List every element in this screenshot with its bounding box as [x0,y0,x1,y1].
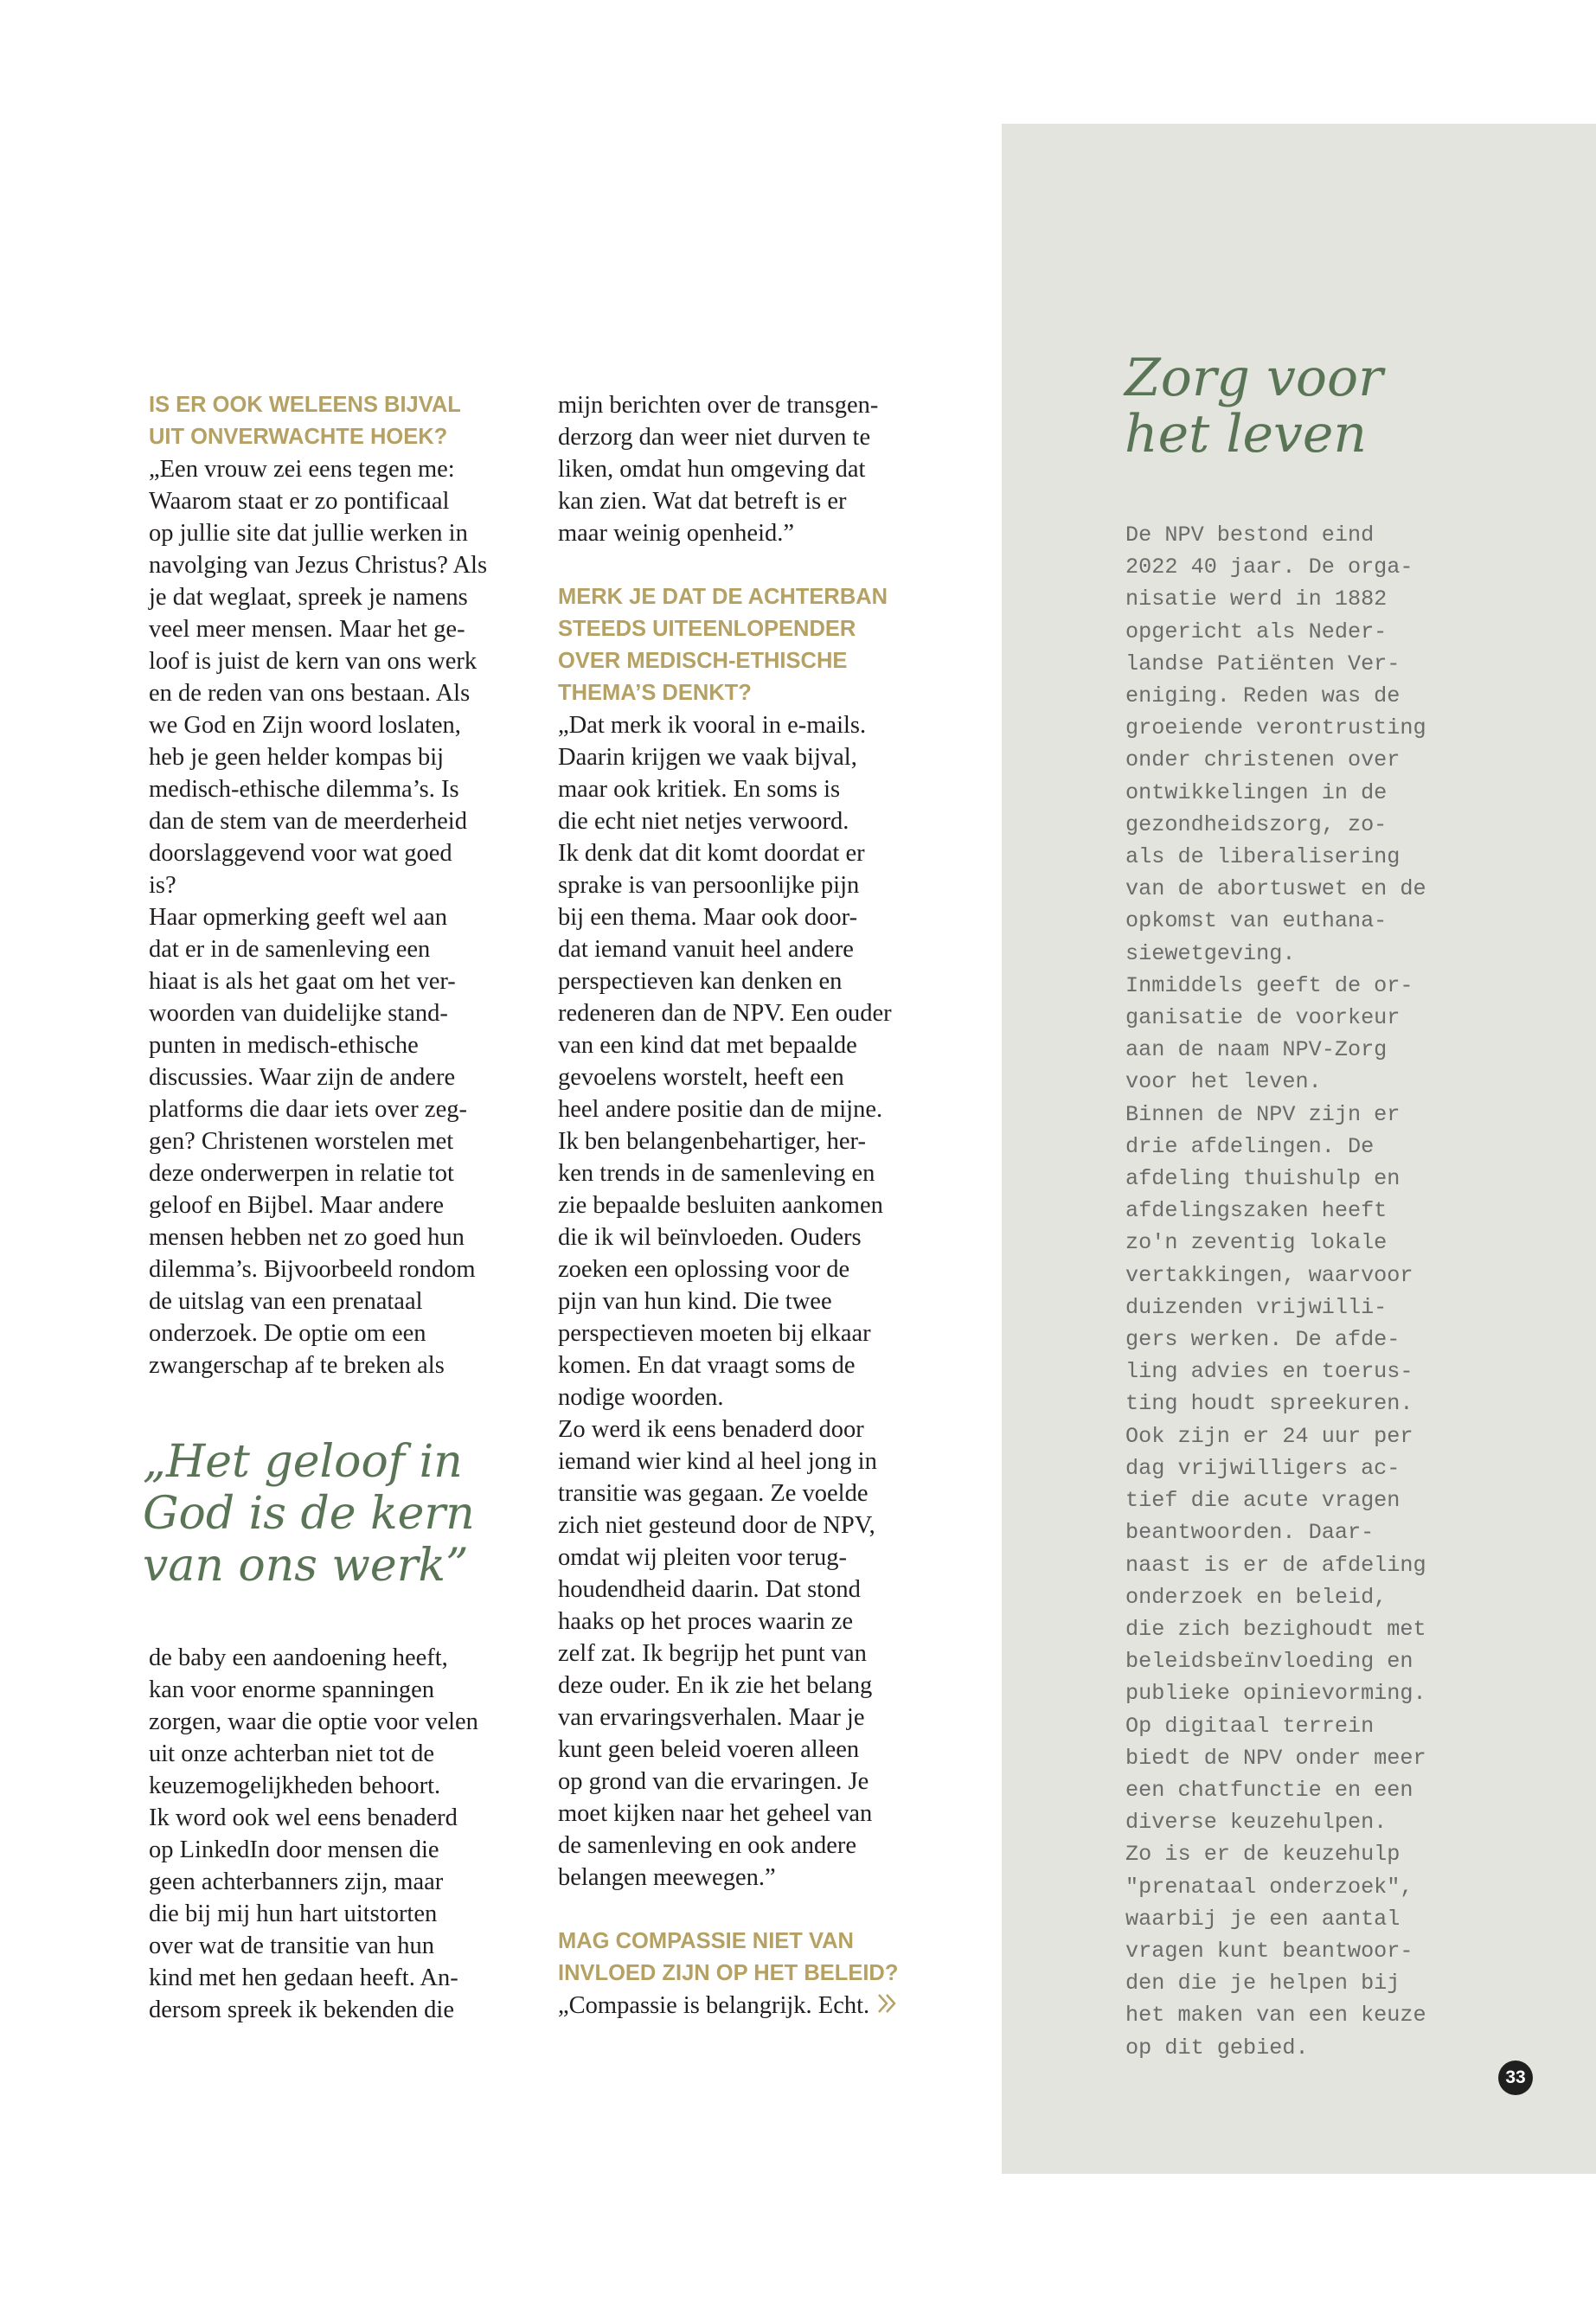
question-heading-2: MERK JE DAT DE ACHTERBAN STEEDS UITEENLOPENDER OVER MEDISCH-ETHISCHE THEMA’S DENKT? [558,585,888,705]
answer-text-1: „Een vrouw zei eens tegen me: Waarom staat er zo pontificaal op jullie site dat jullie werken in navolging van Jezus Christus? Als je dat weglaat, spreek je namens veel meer mensen. Maar het ge- loof is juist de kern van ons werk en de reden van ons bestaan. Als we God en Zijn woord loslaten, heb je geen helder kompas bij medisch-ethische dilemma’s. Is dan de stem van de meerderheid doorslaggevend voor wat goed is? Haar opmerking geeft wel aan dat er in de samenleving een hiaat is als het gaat om het ver- woorden van duidelijke stand- punten in medisch-ethische discussies. Waar zijn de andere platforms die daar iets over zeg- gen? Christenen worstelen met deze onderwerpen in relatie tot geloof en Bijbel. Maar andere mensen hebben net zo goed hun dilemma’s. Bijvoorbeeld rondom de uitslag van een prenataal onderzoek. De optie om een zwangerschap af te breken als [149,456,488,1379]
answer-text-3-start: „Compassie is belangrijk. Echt. [558,1992,870,2019]
answer-text-3 [558,1990,943,2023]
answer-text-1-continued: de baby een aandoening heeft, kan voor enorme spanningen zorgen, waar die optie voor velen uit onze achterban niet tot de keuzemogelijkheden behoort. Ik word ook wel eens benaderd op LinkedIn door mensen die geen achterbanners zijn, maar die bij mij hun hart uitstorten over wat de transitie van hun kind met hen gedaan heeft. An- dersom spreek ik bekenden die [149,1644,478,2023]
article-column-1 [149,389,529,1381]
answer-text-1-end: mijn berichten over de transgen- derzorg dan weer niet durven te liken, omdat hun omgeving dat kan zien. Wat dat betreft is er maar weinig openheid.” [558,392,879,547]
question-heading-3: MAG COMPASSIE NIET VAN INVLOED ZIJN OP HET BELEID? [558,1929,899,1985]
article-column-2 [558,389,943,2023]
page-number: 33 [1498,2061,1533,2095]
answer-text-2: „Dat merk ik vooral in e-mails. Daarin krijgen we vaak bijval, maar ook kritiek. En soms is die echt niet netjes verwoord. Ik denk dat dit komt doordat er sprake is van persoonlijke pijn bij een thema. Maar ook door- dat iemand vanuit heel andere perspectieven kan denken en redeneren dan de NPV. Een ouder van een kind dat met bepaalde gevoelens worstelt, heeft een heel andere positie dan de mijne. Ik ben belangenbehartiger, her- ken trends in de samenleving en zie bepaalde besluiten aankomen die ik wil beïnvloeden. Ouders zoeken een oplossing voor de pijn van hun kind. Die twee perspectieven moeten bij elkaar komen. En dat vraagt soms de nodige woorden. Zo werd ik eens benaderd door iemand wier kind al heel jong in transitie was gegaan. Ze voelde zich niet gesteund door de NPV, omdat wij pleiten voor terug- houdendheid daarin. Dat stond haaks op het proces waarin ze zelf zat. Ik begrijp het punt van deze ouder. En ik zie het belang van ervaringsverhalen. Maar je kunt geen beleid voeren alleen op grond van die ervaringen. Je moet kijken naar het geheel van de samenleving en ook andere belangen meewegen.” [558,712,892,1891]
article-column-1-continued [149,1642,529,2026]
sidebar-title: Zorg voor het leven [1125,348,1383,465]
question-heading-1: IS ER OOK WELEENS BIJVAL UIT ONVERWACHTE HOEK? [149,393,461,449]
double-chevron-right-icon [876,1991,899,2023]
sidebar-text: De NPV bestond eind 2022 40 jaar. De orga- nisatie werd in 1882 opgericht als Neder- landse Patiënten Ver- eniging. Reden was de groeiende verontrusting onder christenen over ontwikkelingen in de gezondheidszorg, zo- als de liberalisering van de abortuswet en de opkomst van euthana- siewetgeving. Inmiddels geeft de or- ganisatie de voorkeur aan de naam NPV-Zorg voor het leven. Binnen de NPV zijn er drie afdelingen. De afdeling thuishulp en afdelingszaken heeft zo'n zeventig lokale vertakkingen, waarvoor duizenden vrijwilli- gers werken. De afde- ling advies en toerus- ting houdt spreekuren. Ook zijn er 24 uur per dag vrijwilligers ac- tief die acute vragen beantwoorden. Daar- naast is er de afdeling onderzoek en beleid, die zich bezighoudt met beleidsbeïnvloeding en publieke opinievorming. Op digitaal terrein biedt de NPV onder meer een chatfunctie en een diverse keuzehulpen. Zo is er de keuzehulp "prenataal onderzoek", waarbij je een aantal vragen kunt beantwoor- den die je helpen bij het maken van een keuze op dit gebied. [1125,522,1426,2061]
pull-quote: „Het geloof in God is de kern van ons werk” [143,1436,475,1592]
